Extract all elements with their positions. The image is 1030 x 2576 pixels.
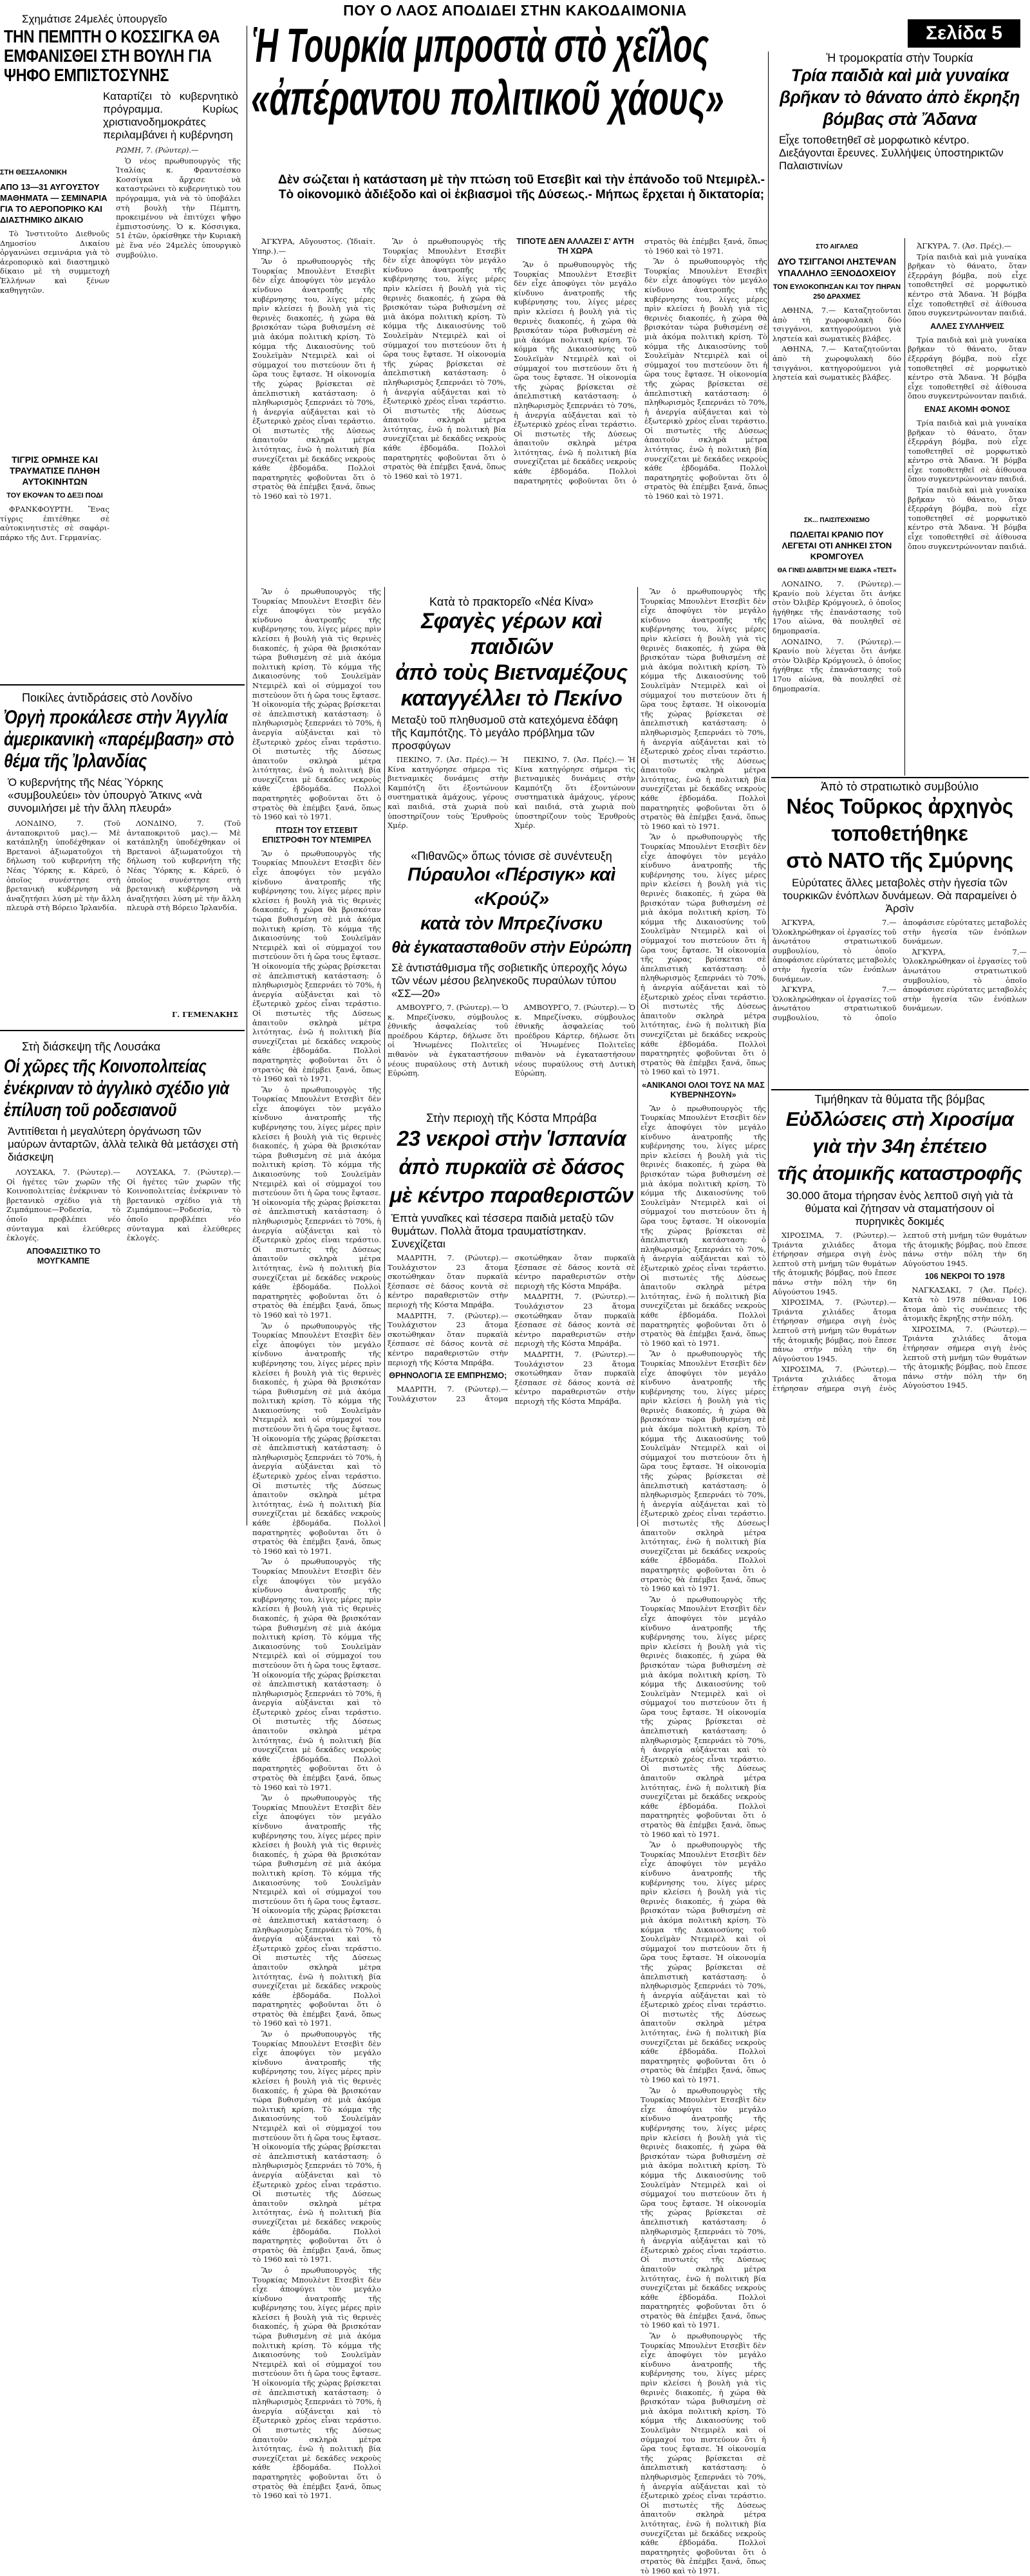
skull-box <box>772 512 901 776</box>
turkey-body-right: Ἂν ὁ πρωθυπουργὸς τῆς Τουρκίας Μπουλὲντ Ετσεβὶτ δὲν εἶχε ἀποφύγει τὸν μεγάλο κίνδυνο ἀνατροπῆς τῆς κυβέρνησης του, λίγες μέρες πρὶν κλείσει ἡ βουλὴ γιὰ τὶς θερινὲς διακοπές, ἡ χώρα θὰ βρισκόταν τώρα βυθισμένη σὲ μιὰ ἀκόμα πολιτικὴ κρίση. Τὸ κόμμα τῆς Δικαιοσύνης τοῦ Σουλεϊμὰν Ντεμιρὲλ καὶ οἱ σύμμαχοί του πιστεύουν ὅτι ἡ ὥρα τους ἔφτασε. Ἡ οἰκονομία τῆς χώρας βρίσκεται σὲ ἀπελπιστικὴ κατάσταση: ὁ πληθωρισμὸς ξεπερνάει τὸ 70%, ἡ ἀνεργία αὐξάνεται καὶ τὸ ἐξωτερικὸ χρέος εἶναι τεράστιο. Οἱ πιστωτὲς τῆς Δύσεως ἀπαιτοῦν σκληρὰ μέτρα λιτότητας, ἐνῶ ἡ πολιτικὴ βία συνεχίζεται μὲ δεκάδες νεκροὺς κάθε ἑβδομάδα. Πολλοὶ παρατηρητὲς φοβοῦνται ὅτι ὁ στρατὸς θὰ ἐπέμβει ξανά, ὅπως τὸ 1960 καὶ τὸ 1971. Ἂν ὁ πρωθυπουργὸς τῆς Τουρκίας Μπουλὲντ Ετσεβὶτ δὲν εἶχε ἀποφύγει τὸν μεγάλο κίνδυνο ἀνατροπῆς τῆς κυβέρνησης του, λίγες μέρες πρὶν κλείσει ἡ βουλὴ γιὰ τὶς θερινὲς διακοπές, ἡ χώρα θὰ βρισκόταν τώρα βυθισμένη σὲ μιὰ ἀκόμα πολιτικὴ κρίση. Τὸ κόμμα τῆς Δικαιοσύνης τοῦ Σουλεϊμὰν Ντεμιρὲλ καὶ οἱ σύμμαχοί του πιστεύουν ὅτι ἡ ὥρα τους ἔφτασε. Ἡ οἰκονομία τῆς χώρας βρίσκεται σὲ ἀπελπιστικὴ κατάσταση: ὁ πληθωρισμὸς ξεπερνάει τὸ 70%, ἡ ἀνεργία αὐξάνεται καὶ τὸ ἐξωτερικὸ χρέος εἶναι τεράστιο. Οἱ πιστωτὲς τῆς Δύσεως ἀπαιτοῦν σκληρὰ μέτρα λιτότητας, ἐνῶ ἡ πολιτικὴ βία συνεχίζεται μὲ δεκάδες νεκροὺς κάθε ἑβδομάδα. Πολλοὶ παρατηρητὲς φοβοῦνται ὅτι ὁ στρατὸς θὰ ἐπέμβει ξανά, ὅπως τὸ 1960 καὶ τὸ 1971. «ΑΝΙΚΑΝΟΙ ΟΛΟΙ ΤΟΥΣ ΝΑ ΜΑΣ ΚΥΒΕΡΝΗΣΟΥΝ» Ἂν ὁ πρωθυπουργὸς τῆς Τουρκίας Μπουλὲντ Ετσεβὶτ δὲν εἶχε ἀποφύγει τὸν μεγάλο κίνδυνο ἀνατροπῆς τῆς κυβέρνησης του, λίγες μέρες πρὶν κλείσει ἡ βουλὴ γιὰ τὶς θερινὲς διακοπές, ἡ χώρα θὰ βρισκόταν τώρα βυθισμένη σὲ μιὰ ἀκόμα πολιτικὴ κρίση. Τὸ κόμμα τῆς Δικαιοσύνης τοῦ Σουλεϊμὰν Ντεμιρὲλ καὶ οἱ σύμμαχοί του πιστεύουν ὅτι ἡ ὥρα τους ἔφτασε. Ἡ οἰκονομία τῆς χώρας βρίσκεται σὲ ἀπελπιστικὴ κατάσταση: ὁ πληθωρισμὸς ξεπερνάει τὸ 70%, ἡ ἀνεργία αὐξάνεται καὶ τὸ ἐξωτερικὸ χρέος εἶναι τεράστιο. Οἱ πιστωτὲς τῆς Δύσεως ἀπαιτοῦν σκληρὰ μέτρα λιτότητας, ἐνῶ ἡ πολιτικὴ βία συνεχίζεται μὲ δεκάδες νεκροὺς κάθε ἑβδομάδα. Πολλοὶ παρατηρητὲς φοβοῦνται ὅτι ὁ στρατὸς θὰ ἐπέμβει ξανά, ὅπως τὸ 1960 καὶ τὸ 1971. Ἂν ὁ πρωθυπουργὸς τῆς Τουρκίας Μπουλὲντ Ετσεβὶτ δὲν εἶχε ἀποφύγει τὸν μεγάλο κίνδυνο ἀνατροπῆς τῆς κυβέρνησης του, λίγες μέρες πρὶν κλείσει ἡ βουλὴ γιὰ τὶς θερινὲς διακοπές, ἡ χώρα θὰ βρισκόταν τώρα βυθισμένη σὲ μιὰ ἀκόμα πολιτικὴ κρίση. Τὸ κόμμα τῆς Δικαιοσύνης τοῦ Σουλεϊμὰν Ντεμιρὲλ καὶ οἱ σύμμαχοί του πιστεύουν ὅτι ἡ ὥρα τους ἔφτασε. Ἡ οἰκονομία τῆς χώρας βρίσκεται σὲ ἀπελπιστικὴ κατάσταση: ὁ πληθωρισμὸς ξεπερνάει τὸ 70%, ἡ ἀνεργία αὐξάνεται καὶ τὸ ἐξωτερικὸ χρέος εἶναι τεράστιο. Οἱ πιστωτὲς τῆς Δύσεως ἀπαιτοῦν σκληρὰ μέτρα λιτότητας, ἐνῶ ἡ πολιτικὴ βία συνεχίζεται μὲ δεκάδες νεκροὺς κάθε ἑβδομάδα. Πολλοὶ παρατηρητὲς φοβοῦνται ὅτι ὁ στρατὸς θὰ ἐπέμβει ξανά, ὅπως τὸ 1960 καὶ τὸ 1971. Ἂν ὁ πρωθυπουργὸς τῆς Τουρκίας Μπουλὲντ Ετσεβὶτ δὲν εἶχε ἀποφύγει τὸν μεγάλο κίνδυνο ἀνατροπῆς τῆς κυβέρνησης του, λίγες μέρες πρὶν κλείσει ἡ βουλὴ γιὰ τὶς θερινὲς διακοπές, ἡ χώρα θὰ βρισκόταν τώρα βυθισμένη σὲ μιὰ ἀκόμα πολιτικὴ κρίση. Τὸ κόμμα τῆς Δικαιοσύνης τοῦ Σουλεϊμὰν Ντεμιρὲλ καὶ οἱ σύμμαχοί του πιστεύουν ὅτι ἡ ὥρα τους ἔφτασε. Ἡ οἰκονομία τῆς χώρας βρίσκεται σὲ ἀπελπιστικὴ κατάσταση: ὁ πληθωρισμὸς ξεπερνάει τὸ 70%, ἡ ἀνεργία αὐξάνεται καὶ τὸ ἐξωτερικὸ χρέος εἶναι τεράστιο. Οἱ πιστωτὲς τῆς Δύσεως ἀπαιτοῦν σκληρὰ μέτρα λιτότητας, ἐνῶ ἡ πολιτικὴ βία συνεχίζεται μὲ δεκάδες νεκροὺς κάθε ἑβδομάδα. Πολλοὶ παρατηρητὲς φοβοῦνται ὅτι ὁ στρατὸς θὰ ἐπέμβει ξανά, ὅπως τὸ 1960 καὶ τὸ 1971. Ἂν ὁ πρωθυπουργὸς τῆς Τουρκίας Μπουλὲντ Ετσεβὶτ δὲν εἶχε ἀποφύγει τὸν μεγάλο κίνδυνο ἀνατροπῆς τῆς κυβέρνησης του, λίγες μέρες πρὶν κλείσει ἡ βουλὴ γιὰ τὶς θερινὲς διακοπές, ἡ χώρα θὰ βρισκόταν τώρα βυθισμένη σὲ μιὰ ἀκόμα πολιτικὴ κρίση. Τὸ κόμμα τῆς Δικαιοσύνης τοῦ Σουλεϊμὰν Ντεμιρὲλ καὶ οἱ σύμμαχοί του πιστεύουν ὅτι ἡ ὥρα τους ἔφτασε. Ἡ οἰκονομία τῆς χώρας βρίσκεται σὲ ἀπελπιστικὴ κατάσταση: ὁ πληθωρισμὸς ξεπερνάει τὸ 70%, ἡ ἀνεργία αὐξάνεται καὶ τὸ ἐξωτερικὸ χρέος εἶναι τεράστιο. Οἱ πιστωτὲς τῆς Δύσεως ἀπαιτοῦν σκληρὰ μέτρα λιτότητας, ἐνῶ ἡ πολιτικὴ βία συνεχίζεται μὲ δεκάδες νεκροὺς κάθε ἑβδομάδα. Πολλοὶ παρατηρητὲς φοβοῦνται ὅτι ὁ στρατὸς θὰ ἐπέμβει ξανά, ὅπως τὸ 1960 καὶ τὸ 1971. Ἂν ὁ πρωθυπουργὸς τῆς Τουρκίας Μπουλὲντ Ετσεβὶτ δὲν εἶχε ἀποφύγει τὸν μεγάλο κίνδυνο ἀνατροπῆς τῆς κυβέρνησης του, λίγες μέρες πρὶν κλείσει ἡ βουλὴ γιὰ τὶς θερινὲς διακοπές, ἡ χώρα θὰ βρισκόταν τώρα βυθισμένη σὲ μιὰ ἀκόμα πολιτικὴ κρίση. Τὸ κόμμα τῆς Δικαιοσύνης τοῦ Σουλεϊμὰν Ντεμιρὲλ καὶ οἱ σύμμαχοί του πιστεύουν ὅτι ἡ ὥρα τους ἔφτασε. Ἡ οἰκονομία τῆς χώρας βρίσκεται σὲ ἀπελπιστικὴ κατάσταση: ὁ πληθωρισμὸς ξεπερνάει τὸ 70%, ἡ ἀνεργία αὐξάνεται καὶ τὸ ἐξωτερικὸ χρέος εἶναι τεράστιο. Οἱ πιστωτὲς τῆς Δύσεως ἀπαιτοῦν σκληρὰ μέτρα λιτότητας, ἐνῶ ἡ πολιτικὴ βία συνεχίζεται μὲ δεκάδες νεκροὺς κάθε ἑβδομάδα. Πολλοὶ παρατηρητὲς φοβοῦνται ὅτι ὁ στρατὸς θὰ ἐπέμβει ξανά, ὅπως τὸ 1960 καὶ τὸ 1971. Ἂν ὁ πρωθυπουργὸς τῆς Τουρκίας Μπουλὲντ Ετσεβὶτ δὲν εἶχε ἀποφύγει τὸν μεγάλο κίνδυνο ἀνατροπῆς τῆς κυβέρνησης του, λίγες μέρες πρὶν κλείσει ἡ βουλὴ γιὰ τὶς θερινὲς διακοπές, ἡ χώρα θὰ βρισκόταν τώρα βυθισμένη σὲ μιὰ ἀκόμα πολιτικὴ κρίση. Τὸ κόμμα τῆς Δικαιοσύνης τοῦ Σουλεϊμὰν Ντεμιρὲλ καὶ οἱ σύμμαχοί του πιστεύουν ὅτι ἡ ὥρα τους ἔφτασε. Ἡ οἰκονομία τῆς χώρας βρίσκεται σὲ ἀπελπιστικὴ κατάσταση: ὁ πληθωρισμὸς ξεπερνάει τὸ 70%, ἡ ἀνεργία αὐξάνεται καὶ τὸ ἐξωτερικὸ χρέος εἶναι τεράστιο. Οἱ πιστωτὲς τῆς Δύσεως ἀπαιτοῦν σκληρὰ μέτρα λιτότητας, ἐνῶ ἡ πολιτικὴ βία συνεχίζεται μὲ δεκάδες νεκροὺς κάθε ἑβδομάδα. Πολλοὶ παρατηρητὲς φοβοῦνται ὅτι ὁ στρατὸς θὰ ἐπέμβει ξανά, ὅπως τὸ 1960 καὶ τὸ 1971. <box>641 587 766 2575</box>
article-deck: Ἑπτὰ γυναῖκες καὶ τέσσερα παιδιὰ μεταξὺ τῶν θυμάτων. Πολλὰ ἄτομα τραυματίστηκαν. Συνεχίζεται <box>391 1212 614 1250</box>
column-rule <box>904 238 905 776</box>
box-body: ΦΡΑΝΚΦΟΥΡΤΗ. Ἕνας τίγρις ἐπιτέθηκε σὲ αὐτοκινητιστὲς σὲ σαφάρι-πάρκο τῆς Δυτ. Γερμανίας. <box>0 505 109 542</box>
section-rule <box>771 777 1029 778</box>
hiroshima-article <box>772 1093 1027 1531</box>
turkey-headline <box>252 19 767 167</box>
vietnam-article <box>388 595 635 850</box>
lusaka-article <box>0 1035 245 1531</box>
aegaleo-box <box>772 238 901 509</box>
nato-article <box>772 780 1027 1086</box>
article-subhead: ΕΝΑΣ ΑΚΟΜΗ ΦΟΝΟΣ <box>924 404 1011 414</box>
box-title: ΠΩΛΕΙΤΑΙ ΚΡΑΝΙΟ ΠΟΥ ΛΕΓΕΤΑΙ ΟΤΙ ΑΝΗΚΕΙ ΣΤΟΝ ΚΡΟΜΓΟΥΕΛ <box>782 530 892 561</box>
box-kicker: ΣΤΗ ΘΕΣΣΑΛΟΝΙΚΗ <box>0 169 67 176</box>
article-kicker: «Πιθανῶς» ὅπως τόνισε σὲ συνέντευξη <box>411 850 612 863</box>
article-headline: Οἱ χῶρες τῆς Κοινοπολιτείας ἐνέκριναν τὸ ἀγγλικὸ σχέδιο γιὰ ἐπίλυση τοῦ ροδεσιανοῦ <box>4 1056 229 1121</box>
article-deck: Ὁ κυβερνήτης τῆς Νέας Ὑόρκης «συμβουλεύει» τὸν ὑπουργὸ Ἄτκινς «νὰ συνομιλήσει μὲ τὴν ἄλλη πλευρά» <box>8 776 202 814</box>
article-headline: Τρία παιδιὰ καὶ μιὰ γυναίκα βρῆκαν τὸ θάνατο ἀπὸ ἔκρηξη βόμβας στὰ Ἄδανα <box>780 66 1020 129</box>
headline-line-1: Ἡ Τουρκία μπροστὰ στὸ χεῖλος <box>252 19 709 72</box>
headline-line-2: γιὰ τὴν 34η ἐπέτειο <box>812 1135 987 1157</box>
article-subhead: «ΑΝΙΚΑΝΟΙ ΟΛΟΙ ΤΟΥΣ ΝΑ ΜΑΣ ΚΥΒΕΡΝΗΣΟΥΝ» <box>642 1080 765 1099</box>
box-kicker: ΣΚ... ΠΑΙΣΙΤΕΧΝΙΣΜΟ <box>804 517 870 524</box>
seminar-box <box>0 164 109 447</box>
article-kicker: Ἡ τρομοκρατία στὴν Τουρκία <box>826 51 973 64</box>
article-kicker: Κατὰ τὸ πρακτορεῖο «Νέα Κίνα» <box>429 595 594 608</box>
headline-line-1: Σφαγὲς γέρων καὶ παιδιῶν <box>421 609 602 659</box>
box-subtitle: ΘΑ ΓΙΝΕΙ ΔΙΑΒΙΤΣΗ ΜΕ ΕΙΔΙΚΑ «ΤΕΣΤ» <box>777 567 897 574</box>
adana-article <box>772 51 1027 245</box>
article-deck: Εἶχε τοποθετηθεῖ σὲ μορφωτικὸ κέντρο. Διεξάγονται ἔρευνες. Συλλήψεις ὑποστηρικτῶν Παλαιστινίων <box>779 134 1004 172</box>
box-body: Τὸ Ἰνστιτοῦτο Διεθνοῦς Δημοσίου Δικαίου ὀργανώνει σεμινάρια γιὰ τὸ ἀεροπορικὸ καὶ διαστημικὸ δίκαιο μὲ τὴ συμμετοχὴ Ἑλλήνων καὶ ξένων καθηγητῶν. <box>0 229 109 295</box>
spain-article <box>388 1112 635 1527</box>
article-subhead: ΑΛΛΕΣ ΣΥΛΛΗΨΕΙΣ <box>930 321 1004 331</box>
article-subhead: ΑΠΟΦΑΣΙΣΤΙΚΟ ΤΟ ΜΟΥΓΚΑΜΠΕ <box>26 1246 101 1265</box>
article-kicker: Στὴν περιοχὴ τῆς Κόστα Μπράβα <box>426 1112 597 1125</box>
article-body: ΛΟΥΣΑΚΑ, 7. (Ρώυτερ).— Οἱ ἡγέτες τῶν χωρῶν τῆς Κοινοπολιτείας ἐνέκριναν τὸ βρετανικὸ σχέδιο γιὰ τὴ Ζιμπάμπουε—Ροδεσία, τὸ ὁποῖο προβλέπει νέο σύνταγμα καὶ ἐλεύθερες ἐκλογές. ΑΠΟΦΑΣΙΣΤΙΚΟ ΤΟ ΜΟΥΓΚΑΜΠΕ ΛΟΥΣΑΚΑ, 7. (Ρώυτερ).— Οἱ ἡγέτες τῶν χωρῶν τῆς Κοινοπολιτείας ἐνέκριναν τὸ βρετανικὸ σχέδιο γιὰ τὴ Ζιμπάμπουε—Ροδεσία, τὸ ὁποῖο προβλέπει νέο σύνταγμα καὶ ἐλεύθερες ἐκλογές. <box>6 1168 241 1265</box>
headline-line-1: Εὐδλώσεις στὴ Χιροσίμα <box>785 1108 1014 1130</box>
turkey-deck: Δὲν σώζεται ἡ κατάσταση μὲ τὴν πτώση τοῦ Ετσεβὶτ καὶ τὴν ἐπάνοδο τοῦ Ντεμιρὲλ.- Τὸ οἰκονομικὸ ἀδιέξοδο καὶ οἱ ἐκβιασμοὶ τῆς Δύσεως.- Μήπως ἔρχεται ἡ δικτατορία; <box>277 173 765 201</box>
headline-line-2: ἀπὸ τοὺς Βιετναμέζους <box>395 660 628 685</box>
headline-line-2: «ἀπέραντου πολιτικοῦ χάους» <box>251 71 724 125</box>
section-rule <box>771 1089 1029 1090</box>
headline-line-3: στὸ ΝΑΤΟ τῆς Σμύρνης <box>786 848 1013 872</box>
article-body: ΑΜΒΟΥΡΓΟ, 7. (Ρώυτερ).— Ὁ κ. Μπρεζίνσκυ, σύμβουλος ἐθνικῆς ἀσφαλείας τοῦ προέδρου Κάρτερ, δήλωσε ὅτι οἱ Ἡνωμένες Πολιτεῖες πιθανὸν νὰ ἐγκαταστήσουν νέους πυραύλους στὴ Δυτικὴ Εὐρώπη. ΑΜΒΟΥΡΓΟ, 7. (Ρώυτερ).— Ὁ κ. Μπρεζίνσκυ, σύμβουλος ἐθνικῆς ἀσφαλείας τοῦ προέδρου Κάρτερ, δήλωσε ὅτι οἱ Ἡνωμένες Πολιτεῖες πιθανὸν νὰ ἐγκαταστήσουν νέους πυραύλους στὴ Δυτικὴ Εὐρώπη. <box>388 1003 635 1078</box>
headline-line-1: 23 νεκροὶ στὴν Ἱσπανία <box>397 1126 626 1150</box>
article-body: ἈΓΚΥΡΑ, 7.— Ὁλοκληρώθηκαν οἱ ἐργασίες τοῦ ἀνωτάτου στρατιωτικοῦ συμβουλίου, τὸ ὁποῖο ἀποφάσισε εὐρύτατες μεταβολὲς στὴν ἡγεσία τῶν ἐνόπλων δυνάμεων. ἈΓΚΥΡΑ, 7.— Ὁλοκληρώθηκαν οἱ ἐργασίες τοῦ ἀνωτάτου στρατιωτικοῦ συμβουλίου, τὸ ὁποῖο ἀποφάσισε εὐρύτατες μεταβολὲς στὴν ἡγεσία τῶν ἐνόπλων δυνάμεων. ἈΓΚΥΡΑ, 7.— Ὁλοκληρώθηκαν οἱ ἐργασίες τοῦ ἀνωτάτου στρατιωτικοῦ συμβουλίου, τὸ ὁποῖο ἀποφάσισε εὐρύτατες μεταβολὲς στὴν ἡγεσία τῶν ἐνόπλων δυνάμεων. <box>772 918 1027 1022</box>
article-deck: Καταρτίζει τὸ κυβερνητικὸ πρόγραμμα. Κυρίως χριστιανοδημοκράτες περιλαμβάνει ἡ κυβέρνηση <box>103 90 238 141</box>
missiles-article <box>388 850 635 1107</box>
article-subhead: ΠΤΩΣΗ ΤΟΥ ΕΤΣΕΒΙΤ ΕΠΙΣΤΡΟΦΗ ΤΟΥ ΝΤΕΜΙΡΕΛ <box>262 825 371 845</box>
article-body: ΠΕΚΙΝΟ, 7. (Ἀσ. Πρές).— Ἡ Κίνα κατηγόρησε σήμερα τὶς βιετναμικὲς δυνάμεις στὴν Καμπότζη ὅτι ἐξοντώνουν συστηματικὰ ἀμάχους, γέρους καὶ παιδιά, στὰ χωριὰ ποὺ ὑποστηρίζουν τοὺς Ἐρυθροὺς Χμέρ. ΠΕΚΙΝΟ, 7. (Ἀσ. Πρές).— Ἡ Κίνα κατηγόρησε σήμερα τὶς βιετναμικὲς δυνάμεις στὴν Καμπότζη ὅτι ἐξοντώνουν συστηματικὰ ἀμάχους, γέρους καὶ παιδιά, στὰ χωριὰ ποὺ ὑποστηρίζουν τοὺς Ἐρυθροὺς Χμέρ. <box>388 755 635 830</box>
article-subhead: 106 ΝΕΚΡΟΙ ΤΟ 1978 <box>924 1272 1005 1282</box>
column-rule <box>768 51 769 1526</box>
adana-body: ἈΓΚΥΡΑ, 7. (Ἀσ. Πρές).— Τρία παιδιὰ καὶ μιὰ γυναίκα βρῆκαν τὸ θάνατο, ὅταν ἐξερράγη βόμβα, ποὺ εἶχε τοποθετηθεῖ σὲ μορφωτικὸ κέντρο στὰ Ἄδανα. Ἡ βόμβα εἶχε τοποθετηθεῖ σὲ ἀίθουσα ὅπου συγκεντρώνονταν παιδιά. ΑΛΛΕΣ ΣΥΛΛΗΨΕΙΣ Τρία παιδιὰ καὶ μιὰ γυναίκα βρῆκαν τὸ θάνατο, ὅταν ἐξερράγη βόμβα, ποὺ εἶχε τοποθετηθεῖ σὲ μορφωτικὸ κέντρο στὰ Ἄδανα. Ἡ βόμβα εἶχε τοποθετηθεῖ σὲ ἀίθουσα ὅπου συγκεντρώνονταν παιδιά. ΕΝΑΣ ΑΚΟΜΗ ΦΟΝΟΣ Τρία παιδιὰ καὶ μιὰ γυναίκα βρῆκαν τὸ θάνατο, ὅταν ἐξερράγη βόμβα, ποὺ εἶχε τοποθετηθεῖ σὲ μορφωτικὸ κέντρο στὰ Ἄδανα. Ἡ βόμβα εἶχε τοποθετηθεῖ σὲ ἀίθουσα ὅπου συγκεντρώνονταν παιδιά. Τρία παιδιὰ καὶ μιὰ γυναίκα βρῆκαν τὸ θάνατο, ὅταν ἐξερράγη βόμβα, ποὺ εἶχε τοποθετηθεῖ σὲ μορφωτικὸ κέντρο στὰ Ἄδανα. Ἡ βόμβα εἶχε τοποθετηθεῖ σὲ ἀίθουσα ὅπου συγκεντρώνονταν παιδιά. <box>908 241 1027 551</box>
article-headline: ΤΗΝ ΠΕΜΠΤΗ Ο ΚΟΣΣΙΓΚΑ ΘΑ ΕΜΦΑΝΙΣΘΕΙ ΣΤΗ ΒΟΥΛΗ ΓΙΑ ΨΗΦΟ ΕΜΠΙΣΤΟΣΥΝΗΣ <box>4 26 220 85</box>
article-kicker: Στὴ διάσκεψη τῆς Λουσάκα <box>22 1040 161 1053</box>
headline-line-3: θὰ ἐγκατασταθοῦν στὴν Εὐρώπη <box>391 938 632 957</box>
column-rule <box>384 587 385 1527</box>
section-rule <box>0 1030 245 1031</box>
turkey-body: ἈΓΚΥΡΑ, Αὔγουστος. (Ἰδιαίτ. Υπηρ.).— Ἂν ὁ πρωθυπουργὸς τῆς Τουρκίας Μπουλὲντ Ετσεβὶτ δὲν εἶχε ἀποφύγει τὸν μεγάλο κίνδυνο ἀνατροπῆς τῆς κυβέρνησης του, λίγες μέρες πρὶν κλείσει ἡ βουλὴ γιὰ τὶς θερινὲς διακοπές, ἡ χώρα θὰ βρισκόταν τώρα βυθισμένη σὲ μιὰ ἀκόμα πολιτικὴ κρίση. Τὸ κόμμα τῆς Δικαιοσύνης τοῦ Σουλεϊμὰν Ντεμιρὲλ καὶ οἱ σύμμαχοί του πιστεύουν ὅτι ἡ ὥρα τους ἔφτασε. Ἡ οἰκονομία τῆς χώρας βρίσκεται σὲ ἀπελπιστικὴ κατάσταση: ὁ πληθωρισμὸς ξεπερνάει τὸ 70%, ἡ ἀνεργία αὐξάνεται καὶ τὸ ἐξωτερικὸ χρέος εἶναι τεράστιο. Οἱ πιστωτὲς τῆς Δύσεως ἀπαιτοῦν σκληρὰ μέτρα λιτότητας, ἐνῶ ἡ πολιτικὴ βία συνεχίζεται μὲ δεκάδες νεκροὺς κάθε ἑβδομάδα. Πολλοὶ παρατηρητὲς φοβοῦνται ὅτι ὁ στρατὸς θὰ ἐπέμβει ξανά, ὅπως τὸ 1960 καὶ τὸ 1971. Ἂν ὁ πρωθυπουργὸς τῆς Τουρκίας Μπουλὲντ Ετσεβὶτ δὲν εἶχε ἀποφύγει τὸν μεγάλο κίνδυνο ἀνατροπῆς τῆς κυβέρνησης του, λίγες μέρες πρὶν κλείσει ἡ βουλὴ γιὰ τὶς θερινὲς διακοπές, ἡ χώρα θὰ βρισκόταν τώρα βυθισμένη σὲ μιὰ ἀκόμα πολιτικὴ κρίση. Τὸ κόμμα τῆς Δικαιοσύνης τοῦ Σουλεϊμὰν Ντεμιρὲλ καὶ οἱ σύμμαχοί του πιστεύουν ὅτι ἡ ὥρα τους ἔφτασε. Ἡ οἰκονομία τῆς χώρας βρίσκεται σὲ ἀπελπιστικὴ κατάσταση: ὁ πληθωρισμὸς ξεπερνάει τὸ 70%, ἡ ἀνεργία αὐξάνεται καὶ τὸ ἐξωτερικὸ χρέος εἶναι τεράστιο. Οἱ πιστωτὲς τῆς Δύσεως ἀπαιτοῦν σκληρὰ μέτρα λιτότητας, ἐνῶ ἡ πολιτικὴ βία συνεχίζεται μὲ δεκάδες νεκροὺς κάθε ἑβδομάδα. Πολλοὶ παρατηρητὲς φοβοῦνται ὅτι ὁ στρατὸς θὰ ἐπέμβει ξανά, ὅπως τὸ 1960 καὶ τὸ 1971. ΤΙΠΟΤΕ ΔΕΝ ΑΛΛΑΖΕΙ Σ' ΑΥΤΗ ΤΗ ΧΩΡΑ Ἂν ὁ πρωθυπουργὸς τῆς Τουρκίας Μπουλὲντ Ετσεβὶτ δὲν εἶχε ἀποφύγει τὸν μεγάλο κίνδυνο ἀνατροπῆς τῆς κυβέρνησης του, λίγες μέρες πρὶν κλείσει ἡ βουλὴ γιὰ τὶς θερινὲς διακοπές, ἡ χώρα θὰ βρισκόταν τώρα βυθισμένη σὲ μιὰ ἀκόμα πολιτικὴ κρίση. Τὸ κόμμα τῆς Δικαιοσύνης τοῦ Σουλεϊμὰν Ντεμιρὲλ καὶ οἱ σύμμαχοί του πιστεύουν ὅτι ἡ ὥρα τους ἔφτασε. Ἡ οἰκονομία τῆς χώρας βρίσκεται σὲ ἀπελπιστικὴ κατάσταση: ὁ πληθωρισμὸς ξεπερνάει τὸ 70%, ἡ ἀνεργία αὐξάνεται καὶ τὸ ἐξωτερικὸ χρέος εἶναι τεράστιο. Οἱ πιστωτὲς τῆς Δύσεως ἀπαιτοῦν σκληρὰ μέτρα λιτότητας, ἐνῶ ἡ πολιτικὴ βία συνεχίζεται μὲ δεκάδες νεκροὺς κάθε ἑβδομάδα. Πολλοὶ παρατηρητὲς φοβοῦνται ὅτι ὁ στρατὸς θὰ ἐπέμβει ξανά, ὅπως τὸ 1960 καὶ τὸ 1971. Ἂν ὁ πρωθυπουργὸς τῆς Τουρκίας Μπουλὲντ Ετσεβὶτ δὲν εἶχε ἀποφύγει τὸν μεγάλο κίνδυνο ἀνατροπῆς τῆς κυβέρνησης του, λίγες μέρες πρὶν κλείσει ἡ βουλὴ γιὰ τὶς θερινὲς διακοπές, ἡ χώρα θὰ βρισκόταν τώρα βυθισμένη σὲ μιὰ ἀκόμα πολιτικὴ κρίση. Τὸ κόμμα τῆς Δικαιοσύνης τοῦ Σουλεϊμὰν Ντεμιρὲλ καὶ οἱ σύμμαχοί του πιστεύουν ὅτι ἡ ὥρα τους ἔφτασε. Ἡ οἰκονομία τῆς χώρας βρίσκεται σὲ ἀπελπιστικὴ κατάσταση: ὁ πληθωρισμὸς ξεπερνάει τὸ 70%, ἡ ἀνεργία αὐξάνεται καὶ τὸ ἐξωτερικὸ χρέος εἶναι τεράστιο. Οἱ πιστωτὲς τῆς Δύσεως ἀπαιτοῦν σκληρὰ μέτρα λιτότητας, ἐνῶ ἡ πολιτικὴ βία συνεχίζεται μὲ δεκάδες νεκροὺς κάθε ἑβδομάδα. Πολλοὶ παρατηρητὲς φοβοῦνται ὅτι ὁ στρατὸς θὰ ἐπέμβει ξανά, ὅπως τὸ 1960 καὶ τὸ 1971. <box>252 237 767 501</box>
article-kicker: Ποικίλες ἀντιδράσεις στὸ Λονδίνο <box>22 691 192 704</box>
ireland-article <box>0 689 245 1023</box>
article-kicker: Σχημάτισε 24μελές ὑπουργεῖο <box>22 13 167 25</box>
article-kicker: Ἀπὸ τὸ στρατιωτικὸ συμβούλιο <box>821 780 979 793</box>
article-subhead: ΘΡΗΝΟΛΟΓΙΑ ΣΕ ΕΜΠΡΗΣΜΟ; <box>389 1371 507 1381</box>
box-kicker: ΣΤΟ ΑΙΓΑΛΕΩ <box>816 243 858 250</box>
headline-line-3: μὲ κέντρο παραθεριστῶν <box>389 1183 633 1207</box>
article-deck: 30.000 ἄτομα τήρησαν ἑνὸς λεπτοῦ σιγὴ γιὰ τὰ θύματα καὶ ζήτησαν νὰ σταματήσουν οἱ πυρηνικὲς δοκιμές <box>786 1190 1013 1227</box>
section-rule <box>0 684 245 686</box>
box-body: ΛΟΝΔΙΝΟ, 7. (Ρώυτερ).— Κρανίο ποὺ λέγεται ὅτι ἀνήκε στὸν Ὀλιβὲρ Κρόμγουελ, ὁ ὁποῖος ἡγήθηκε τῆς ἐπανάστασης τοῦ 17ου αἰώνα, θὰ πουληθεῖ σὲ δημοπρασία. ΛΟΝΔΙΝΟ, 7. (Ρώυτερ).— Κρανίο ποὺ λέγεται ὅτι ἀνήκε στὸν Ὀλιβὲρ Κρόμγουελ, ὁ ὁποῖος ἡγήθηκε τῆς ἐπανάστασης τοῦ 17ου αἰώνα, θὰ πουληθεῖ σὲ δημοπρασία. <box>772 579 901 693</box>
headline-line-3: καταγγέλλει τὸ Πεκίνο <box>400 686 623 711</box>
headline-line-3: τῆς ἀτομικῆς καταστροφῆς <box>777 1162 1022 1184</box>
tiger-box <box>0 451 109 689</box>
headline-line-2: κατὰ τὸν Μπρεζίνσκυ <box>420 913 603 934</box>
box-title: ΔΥΟ ΤΣΙΓΓΑΝΟΙ ΛΗΣΤΕΨΑΝ ΥΠΑΛΛΗΛΟ ΞΕΝΟΔΟΧΕΙΟΥ <box>777 256 897 278</box>
box-subtitle: ΤΟΥ ΕΚΟΨΑΝ ΤΟ ΔΕΞΙ ΠΟΔΙ <box>6 492 103 499</box>
box-subtitle: ΤΟΝ ΕΥΛΟΚΟΠΗΣΑΝ ΚΑΙ ΤΟΥ ΠΗΡΑΝ 250 ΔΡΑΧΜΕΣ <box>772 283 901 301</box>
article-body: ΛΟΝΔΙΝΟ, 7. (Τοῦ ἀνταποκριτοῦ μας).— Μὲ κατάπληξη ὑποδέχθηκαν οἱ Βρετανοὶ ἀξιωματοῦχοι τὴ δήλωση τοῦ κυβερνήτη τῆς Νέας Ὑόρκης κ. Κάρεϋ, ὁ ὁποῖος συνέστησε στὴ βρετανικὴ κυβέρνηση νὰ ἀναζητήσει λύση μὲ τὴν ἄλλη πλευρὰ στὴ Βόρειο Ἰρλανδία. ΛΟΝΔΙΝΟ, 7. (Τοῦ ἀνταποκριτοῦ μας).— Μὲ κατάπληξη ὑποδέχθηκαν οἱ Βρετανοὶ ἀξιωματοῦχοι τὴ δήλωση τοῦ κυβερνήτη τῆς Νέας Ὑόρκης κ. Κάρεϋ, ὁ ὁποῖος συνέστησε στὴ βρετανικὴ κυβέρνηση νὰ ἀναζητήσει λύση μὲ τὴν ἄλλη πλευρὰ στὴ Βόρειο Ἰρλανδία. <box>6 819 241 913</box>
article-deck: Εὐρύτατες ἄλλες μεταβολὲς στὴν ἡγεσία τῶν τουρκικῶν ἐνόπλων δυνάμεων. Θὰ παραμείνει ὁ Ἀρσὶν <box>782 877 1017 915</box>
article-deck: Σὲ ἀντιστάθμισμα τῆς σοβιετικῆς ὑπεροχῆς λόγω τῶν νέων μέσου βεληνεκοῦς πυραύλων τύπου «ΣΣ—20» <box>391 962 627 1000</box>
article-deck: Μεταξὺ τοῦ πληθυσμοῦ στὰ κατεχόμενα ἐδάφη τῆς Καμπότζης. Τὸ μεγάλο πρόβλημα τῶν προσφύγων <box>391 714 618 752</box>
headline-line-2: τοποθετήθηκε <box>831 821 968 845</box>
article-author: Γ. ΓΕΜΕΝΑΚΗΣ <box>171 1010 238 1020</box>
article-body: ΜΑΔΡΙΤΗ, 7. (Ρώυτερ).— Τουλάχιστον 23 ἄτομα σκοτώθηκαν ὅταν πυρκαϊὰ ξέσπασε σὲ δάσος κοντὰ σὲ κέντρο παραθεριστῶν στὴν περιοχὴ τῆς Κόστα Μπράβα. ΜΑΔΡΙΤΗ, 7. (Ρώυτερ).— Τουλάχιστον 23 ἄτομα σκοτώθηκαν ὅταν πυρκαϊὰ ξέσπασε σὲ δάσος κοντὰ σὲ κέντρο παραθεριστῶν στὴν περιοχὴ τῆς Κόστα Μπράβα. ΘΡΗΝΟΛΟΓΙΑ ΣΕ ΕΜΠΡΗΣΜΟ; ΜΑΔΡΙΤΗ, 7. (Ρώυτερ).— Τουλάχιστον 23 ἄτομα σκοτώθηκαν ὅταν πυρκαϊὰ ξέσπασε σὲ δάσος κοντὰ σὲ κέντρο παραθεριστῶν στὴν περιοχὴ τῆς Κόστα Μπράβα. ΜΑΔΡΙΤΗ, 7. (Ρώυτερ).— Τουλάχιστον 23 ἄτομα σκοτώθηκαν ὅταν πυρκαϊὰ ξέσπασε σὲ δάσος κοντὰ σὲ κέντρο παραθεριστῶν στὴν περιοχὴ τῆς Κόστα Μπράβα. ΜΑΔΡΙΤΗ, 7. (Ρώυτερ).— Τουλάχιστον 23 ἄτομα σκοτώθηκαν ὅταν πυρκαϊὰ ξέσπασε σὲ δάσος κοντὰ σὲ κέντρο παραθεριστῶν στὴν περιοχὴ τῆς Κόστα Μπράβα. <box>388 1253 635 1406</box>
article-headline: Ὀργὴ προκάλεσε στὴν Ἀγγλία ἀμερικανικὴ «παρέμβαση» στὸ θέμα τῆς Ἰρλανδίας <box>4 707 234 772</box>
article-body: Ὁ νέος πρωθυπουργὸς τῆς Ἰταλίας κ. Φραντσέσκο Κοσσίγκα ἄρχισε νὰ καταστρώνει τὸ κυβερνητικὸ του πρόγραμμα, γιὰ νὰ τὸ ὑποβάλει στὴ βουλὴ τὴν Πέμπτη, προκειμένου νὰ ἐπιτύχει ψῆφο ἐμπιστοσύνης. Ὁ κ. Κόσσιγκα, 51 ἐτῶν, ὁρκίσθηκε τὴν Κυριακὴ μὲ ἕνα νέο 24μελὲς ὑπουργικὸ συμβούλιο. <box>116 156 241 259</box>
headline-line-1: Πύραυλοι «Πέρσιγκ» καὶ «Κρούζ» <box>407 864 615 910</box>
top-kicker: ΠΟΥ Ο ΛΑΟΣ ΑΠΟΔΙΔΕΙ ΣΤΗΝ ΚΑΚΟΔΑΙΜΟΝΙΑ <box>343 2 687 19</box>
article-dateline: ΡΩΜΗ, 7. (Ρώυτερ).— <box>116 145 199 154</box>
article-deck: Ἀντιτίθεται ἡ μεγαλύτερη ὀργάνωση τῶν μαύρων ἀνταρτῶν, ἀλλὰ τελικὰ θὰ μετάσχει στὴ διάσκεψη <box>8 1125 238 1163</box>
box-title: ΑΠΟ 13—31 ΑΥΓΟΥΣΤΟΥ ΜΑΘΗΜΑΤΑ — ΣΕΜΙΝΑΡΙΑ ΓΙΑ ΤΟ ΑΕΡΟΠΟΡΙΚΟ ΚΑΙ ΔΙΑΣΤΗΜΙΚΟ ΔΙΚΑΙΟ <box>0 182 108 225</box>
turkey-body-lower: Ἂν ὁ πρωθυπουργὸς τῆς Τουρκίας Μπουλὲντ Ετσεβὶτ δὲν εἶχε ἀποφύγει τὸν μεγάλο κίνδυνο ἀνατροπῆς τῆς κυβέρνησης του, λίγες μέρες πρὶν κλείσει ἡ βουλὴ γιὰ τὶς θερινὲς διακοπές, ἡ χώρα θὰ βρισκόταν τώρα βυθισμένη σὲ μιὰ ἀκόμα πολιτικὴ κρίση. Τὸ κόμμα τῆς Δικαιοσύνης τοῦ Σουλεϊμὰν Ντεμιρὲλ καὶ οἱ σύμμαχοί του πιστεύουν ὅτι ἡ ὥρα τους ἔφτασε. Ἡ οἰκονομία τῆς χώρας βρίσκεται σὲ ἀπελπιστικὴ κατάσταση: ὁ πληθωρισμὸς ξεπερνάει τὸ 70%, ἡ ἀνεργία αὐξάνεται καὶ τὸ ἐξωτερικὸ χρέος εἶναι τεράστιο. Οἱ πιστωτὲς τῆς Δύσεως ἀπαιτοῦν σκληρὰ μέτρα λιτότητας, ἐνῶ ἡ πολιτικὴ βία συνεχίζεται μὲ δεκάδες νεκροὺς κάθε ἑβδομάδα. Πολλοὶ παρατηρητὲς φοβοῦνται ὅτι ὁ στρατὸς θὰ ἐπέμβει ξανά, ὅπως τὸ 1960 καὶ τὸ 1971. ΠΤΩΣΗ ΤΟΥ ΕΤΣΕΒΙΤ ΕΠΙΣΤΡΟΦΗ ΤΟΥ ΝΤΕΜΙΡΕΛ Ἂν ὁ πρωθυπουργὸς τῆς Τουρκίας Μπουλὲντ Ετσεβὶτ δὲν εἶχε ἀποφύγει τὸν μεγάλο κίνδυνο ἀνατροπῆς τῆς κυβέρνησης του, λίγες μέρες πρὶν κλείσει ἡ βουλὴ γιὰ τὶς θερινὲς διακοπές, ἡ χώρα θὰ βρισκόταν τώρα βυθισμένη σὲ μιὰ ἀκόμα πολιτικὴ κρίση. Τὸ κόμμα τῆς Δικαιοσύνης τοῦ Σουλεϊμὰν Ντεμιρὲλ καὶ οἱ σύμμαχοί του πιστεύουν ὅτι ἡ ὥρα τους ἔφτασε. Ἡ οἰκονομία τῆς χώρας βρίσκεται σὲ ἀπελπιστικὴ κατάσταση: ὁ πληθωρισμὸς ξεπερνάει τὸ 70%, ἡ ἀνεργία αὐξάνεται καὶ τὸ ἐξωτερικὸ χρέος εἶναι τεράστιο. Οἱ πιστωτὲς τῆς Δύσεως ἀπαιτοῦν σκληρὰ μέτρα λιτότητας, ἐνῶ ἡ πολιτικὴ βία συνεχίζεται μὲ δεκάδες νεκροὺς κάθε ἑβδομάδα. Πολλοὶ παρατηρητὲς φοβοῦνται ὅτι ὁ στρατὸς θὰ ἐπέμβει ξανά, ὅπως τὸ 1960 καὶ τὸ 1971. Ἂν ὁ πρωθυπουργὸς τῆς Τουρκίας Μπουλὲντ Ετσεβὶτ δὲν εἶχε ἀποφύγει τὸν μεγάλο κίνδυνο ἀνατροπῆς τῆς κυβέρνησης του, λίγες μέρες πρὶν κλείσει ἡ βουλὴ γιὰ τὶς θερινὲς διακοπές, ἡ χώρα θὰ βρισκόταν τώρα βυθισμένη σὲ μιὰ ἀκόμα πολιτικὴ κρίση. Τὸ κόμμα τῆς Δικαιοσύνης τοῦ Σουλεϊμὰν Ντεμιρὲλ καὶ οἱ σύμμαχοί του πιστεύουν ὅτι ἡ ὥρα τους ἔφτασε. Ἡ οἰκονομία τῆς χώρας βρίσκεται σὲ ἀπελπιστικὴ κατάσταση: ὁ πληθωρισμὸς ξεπερνάει τὸ 70%, ἡ ἀνεργία αὐξάνεται καὶ τὸ ἐξωτερικὸ χρέος εἶναι τεράστιο. Οἱ πιστωτὲς τῆς Δύσεως ἀπαιτοῦν σκληρὰ μέτρα λιτότητας, ἐνῶ ἡ πολιτικὴ βία συνεχίζεται μὲ δεκάδες νεκροὺς κάθε ἑβδομάδα. Πολλοὶ παρατηρητὲς φοβοῦνται ὅτι ὁ στρατὸς θὰ ἐπέμβει ξανά, ὅπως τὸ 1960 καὶ τὸ 1971. Ἂν ὁ πρωθυπουργὸς τῆς Τουρκίας Μπουλὲντ Ετσεβὶτ δὲν εἶχε ἀποφύγει τὸν μεγάλο κίνδυνο ἀνατροπῆς τῆς κυβέρνησης του, λίγες μέρες πρὶν κλείσει ἡ βουλὴ γιὰ τὶς θερινὲς διακοπές, ἡ χώρα θὰ βρισκόταν τώρα βυθισμένη σὲ μιὰ ἀκόμα πολιτικὴ κρίση. Τὸ κόμμα τῆς Δικαιοσύνης τοῦ Σουλεϊμὰν Ντεμιρὲλ καὶ οἱ σύμμαχοί του πιστεύουν ὅτι ἡ ὥρα τους ἔφτασε. Ἡ οἰκονομία τῆς χώρας βρίσκεται σὲ ἀπελπιστικὴ κατάσταση: ὁ πληθωρισμὸς ξεπερνάει τὸ 70%, ἡ ἀνεργία αὐξάνεται καὶ τὸ ἐξωτερικὸ χρέος εἶναι τεράστιο. Οἱ πιστωτὲς τῆς Δύσεως ἀπαιτοῦν σκληρὰ μέτρα λιτότητας, ἐνῶ ἡ πολιτικὴ βία συνεχίζεται μὲ δεκάδες νεκροὺς κάθε ἑβδομάδα. Πολλοὶ παρατηρητὲς φοβοῦνται ὅτι ὁ στρατὸς θὰ ἐπέμβει ξανά, ὅπως τὸ 1960 καὶ τὸ 1971. Ἂν ὁ πρωθυπουργὸς τῆς Τουρκίας Μπουλὲντ Ετσεβὶτ δὲν εἶχε ἀποφύγει τὸν μεγάλο κίνδυνο ἀνατροπῆς τῆς κυβέρνησης του, λίγες μέρες πρὶν κλείσει ἡ βουλὴ γιὰ τὶς θερινὲς διακοπές, ἡ χώρα θὰ βρισκόταν τώρα βυθισμένη σὲ μιὰ ἀκόμα πολιτικὴ κρίση. Τὸ κόμμα τῆς Δικαιοσύνης τοῦ Σουλεϊμὰν Ντεμιρὲλ καὶ οἱ σύμμαχοί του πιστεύουν ὅτι ἡ ὥρα τους ἔφτασε. Ἡ οἰκονομία τῆς χώρας βρίσκεται σὲ ἀπελπιστικὴ κατάσταση: ὁ πληθωρισμὸς ξεπερνάει τὸ 70%, ἡ ἀνεργία αὐξάνεται καὶ τὸ ἐξωτερικὸ χρέος εἶναι τεράστιο. Οἱ πιστωτὲς τῆς Δύσεως ἀπαιτοῦν σκληρὰ μέτρα λιτότητας, ἐνῶ ἡ πολιτικὴ βία συνεχίζεται μὲ δεκάδες νεκροὺς κάθε ἑβδομάδα. Πολλοὶ παρατηρητὲς φοβοῦνται ὅτι ὁ στρατὸς θὰ ἐπέμβει ξανά, ὅπως τὸ 1960 καὶ τὸ 1971. Ἂν ὁ πρωθυπουργὸς τῆς Τουρκίας Μπουλὲντ Ετσεβὶτ δὲν εἶχε ἀποφύγει τὸν μεγάλο κίνδυνο ἀνατροπῆς τῆς κυβέρνησης του, λίγες μέρες πρὶν κλείσει ἡ βουλὴ γιὰ τὶς θερινὲς διακοπές, ἡ χώρα θὰ βρισκόταν τώρα βυθισμένη σὲ μιὰ ἀκόμα πολιτικὴ κρίση. Τὸ κόμμα τῆς Δικαιοσύνης τοῦ Σουλεϊμὰν Ντεμιρὲλ καὶ οἱ σύμμαχοί του πιστεύουν ὅτι ἡ ὥρα τους ἔφτασε. Ἡ οἰκονομία τῆς χώρας βρίσκεται σὲ ἀπελπιστικὴ κατάσταση: ὁ πληθωρισμὸς ξεπερνάει τὸ 70%, ἡ ἀνεργία αὐξάνεται καὶ τὸ ἐξωτερικὸ χρέος εἶναι τεράστιο. Οἱ πιστωτὲς τῆς Δύσεως ἀπαιτοῦν σκληρὰ μέτρα λιτότητας, ἐνῶ ἡ πολιτικὴ βία συνεχίζεται μὲ δεκάδες νεκροὺς κάθε ἑβδομάδα. Πολλοὶ παρατηρητὲς φοβοῦνται ὅτι ὁ στρατὸς θὰ ἐπέμβει ξανά, ὅπως τὸ 1960 καὶ τὸ 1971. Ἂν ὁ πρωθυπουργὸς τῆς Τουρκίας Μπουλὲντ Ετσεβὶτ δὲν εἶχε ἀποφύγει τὸν μεγάλο κίνδυνο ἀνατροπῆς τῆς κυβέρνησης του, λίγες μέρες πρὶν κλείσει ἡ βουλὴ γιὰ τὶς θερινὲς διακοπές, ἡ χώρα θὰ βρισκόταν τώρα βυθισμένη σὲ μιὰ ἀκόμα πολιτικὴ κρίση. Τὸ κόμμα τῆς Δικαιοσύνης τοῦ Σουλεϊμὰν Ντεμιρὲλ καὶ οἱ σύμμαχοί του πιστεύουν ὅτι ἡ ὥρα τους ἔφτασε. Ἡ οἰκονομία τῆς χώρας βρίσκεται σὲ ἀπελπιστικὴ κατάσταση: ὁ πληθωρισμὸς ξεπερνάει τὸ 70%, ἡ ἀνεργία αὐξάνεται καὶ τὸ ἐξωτερικὸ χρέος εἶναι τεράστιο. Οἱ πιστωτὲς τῆς Δύσεως ἀπαιτοῦν σκληρὰ μέτρα λιτότητας, ἐνῶ ἡ πολιτικὴ βία συνεχίζεται μὲ δεκάδες νεκροὺς κάθε ἑβδομάδα. Πολλοὶ παρατηρητὲς φοβοῦνται ὅτι ὁ στρατὸς θὰ ἐπέμβει ξανά, ὅπως τὸ 1960 καὶ τὸ 1971. Ἂν ὁ πρωθυπουργὸς τῆς Τουρκίας Μπουλὲντ Ετσεβὶτ δὲν εἶχε ἀποφύγει τὸν μεγάλο κίνδυνο ἀνατροπῆς τῆς κυβέρνησης του, λίγες μέρες πρὶν κλείσει ἡ βουλὴ γιὰ τὶς θερινὲς διακοπές, ἡ χώρα θὰ βρισκόταν τώρα βυθισμένη σὲ μιὰ ἀκόμα πολιτικὴ κρίση. Τὸ κόμμα τῆς Δικαιοσύνης τοῦ Σουλεϊμὰν Ντεμιρὲλ καὶ οἱ σύμμαχοί του πιστεύουν ὅτι ἡ ὥρα τους ἔφτασε. Ἡ οἰκονομία τῆς χώρας βρίσκεται σὲ ἀπελπιστικὴ κατάσταση: ὁ πληθωρισμὸς ξεπερνάει τὸ 70%, ἡ ἀνεργία αὐξάνεται καὶ τὸ ἐξωτερικὸ χρέος εἶναι τεράστιο. Οἱ πιστωτὲς τῆς Δύσεως ἀπαιτοῦν σκληρὰ μέτρα λιτότητας, ἐνῶ ἡ πολιτικὴ βία συνεχίζεται μὲ δεκάδες νεκροὺς κάθε ἑβδομάδα. Πολλοὶ παρατηρητὲς φοβοῦνται ὅτι ὁ στρατὸς θὰ ἐπέμβει ξανά, ὅπως τὸ 1960 καὶ τὸ 1971. <box>252 587 381 2501</box>
article-kicker: Τιμήθηκαν τὰ θύματα τῆς βόμβας <box>814 1093 985 1106</box>
article-subhead: ΤΙΠΟΤΕ ΔΕΝ ΑΛΛΑΖΕΙ Σ' ΑΥΤΗ ΤΗ ΧΩΡΑ <box>516 237 634 256</box>
headline-line-1: Νέος Τοῦρκος ἀρχηγὸς <box>786 794 1013 818</box>
box-title: ΤΙΓΡΙΣ ΟΡΜΗΣΕ ΚΑΙ ΤΡΑΥΜΑΤΙΣΕ ΠΛΗΘΗ ΑΥΤΟΚΙΝΗΤΩΝ <box>9 454 100 487</box>
column-rule <box>637 587 638 1527</box>
article-body: ΧΙΡΟΣΙΜΑ, 7. (Ρώυτερ).— Τριάντα χιλιάδες ἄτομα ἐτήρησαν σήμερα σιγὴ ἑνὸς λεπτοῦ στὴ μνήμη τῶν θυμάτων τῆς ἀτομικῆς βόμβας, ποὺ ἔπεσε πάνω στὴν πόλη τὴν 6η Αὐγούστου 1945. ΧΙΡΟΣΙΜΑ, 7. (Ρώυτερ).— Τριάντα χιλιάδες ἄτομα ἐτήρησαν σήμερα σιγὴ ἑνὸς λεπτοῦ στὴ μνήμη τῶν θυμάτων τῆς ἀτομικῆς βόμβας, ποὺ ἔπεσε πάνω στὴν πόλη τὴν 6η Αὐγούστου 1945. ΧΙΡΟΣΙΜΑ, 7. (Ρώυτερ).— Τριάντα χιλιάδες ἄτομα ἐτήρησαν σήμερα σιγὴ ἑνὸς λεπτοῦ στὴ μνήμη τῶν θυμάτων τῆς ἀτομικῆς βόμβας, ποὺ ἔπεσε πάνω στὴν πόλη τὴν 6η Αὐγούστου 1945. 106 ΝΕΚΡΟΙ ΤΟ 1978 ΝΑΓΚΑΣΑΚΙ, 7 (Ἀσ. Πρές). Κατὰ τὸ 1978 πέθαναν 106 ἄτομα ἀπὸ τὶς συνέπειες τῆς ἀτομικῆς ἔκρηξης στὴν πόλη. ΧΙΡΟΣΙΜΑ, 7. (Ρώυτερ).— Τριάντα χιλιάδες ἄτομα ἐτήρησαν σήμερα σιγὴ ἑνὸς λεπτοῦ στὴ μνήμη τῶν θυμάτων τῆς ἀτομικῆς βόμβας, ποὺ ἔπεσε πάνω στὴν πόλη τὴν 6η Αὐγούστου 1945. <box>772 1231 1027 1393</box>
page-number-badge: Σελίδα 5 <box>908 19 1020 48</box>
box-body: ΑΘΗΝΑ, 7.— Καταζητοῦνται ἀπὸ τὴ χωροφυλακὴ δύο τσιγγάνοι, κατηγορούμενοι γιὰ ληστεία καὶ σωματικὲς βλάβες. ΑΘΗΝΑ, 7.— Καταζητοῦνται ἀπὸ τὴ χωροφυλακὴ δύο τσιγγάνοι, κατηγορούμενοι γιὰ ληστεία καὶ σωματικὲς βλάβες. <box>772 306 901 382</box>
headline-line-2: ἀπὸ πυρκαϊὰ σὲ δάσος <box>398 1155 624 1179</box>
